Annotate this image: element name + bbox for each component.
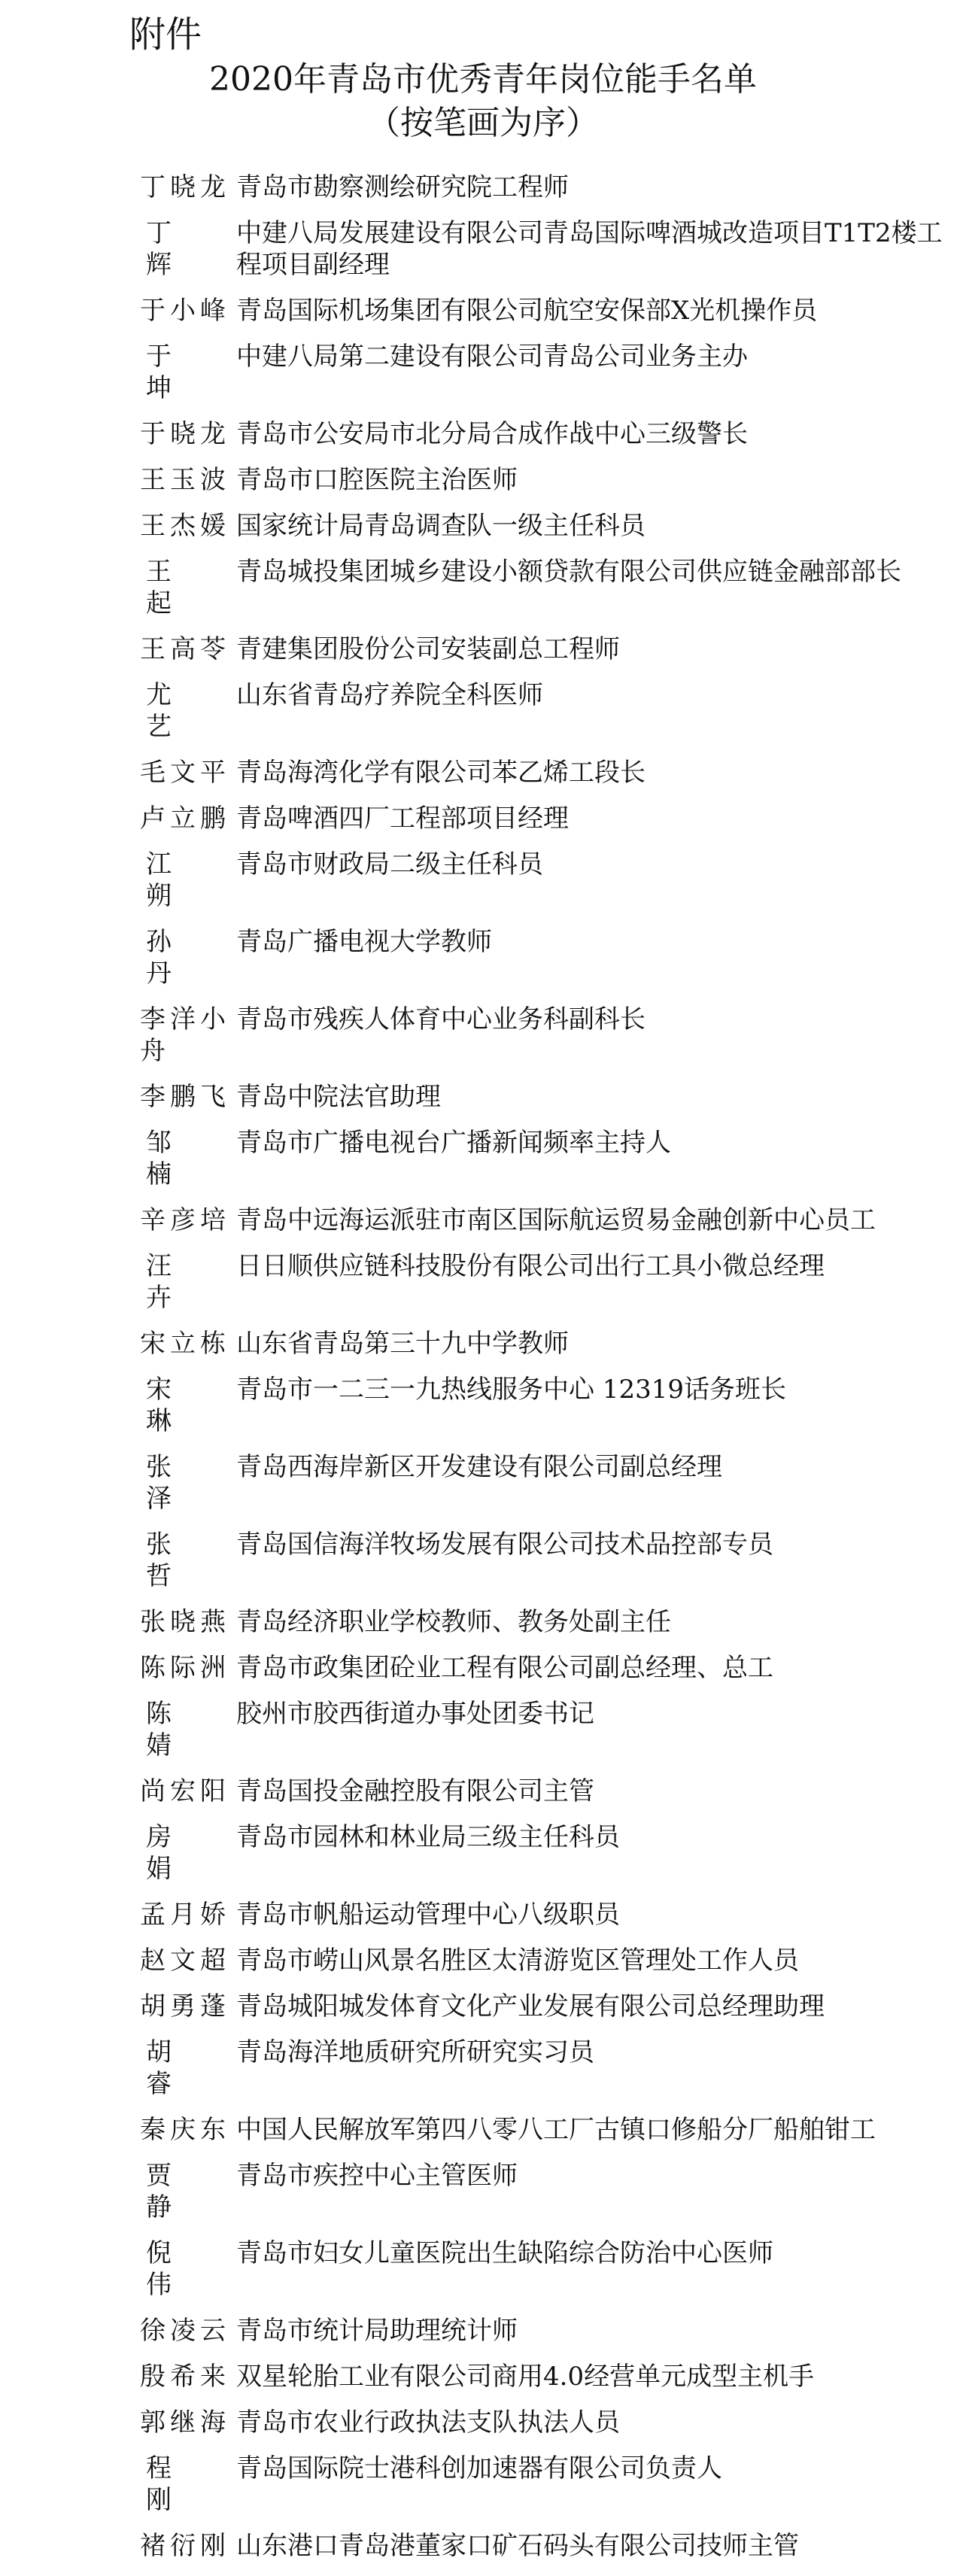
- person-role: 青岛市财政局二级主任科员: [236, 849, 543, 879]
- person-role: 青岛国际院士港科创加速器有限公司负责人: [236, 2453, 722, 2483]
- person-name: 辛彦培: [140, 1205, 226, 1235]
- list-item: [140, 418, 862, 450]
- person-name: 孙 丹: [146, 927, 197, 989]
- list-item: [140, 2160, 862, 2223]
- person-name: 宋 琳: [146, 1375, 197, 1436]
- person-name: 程 刚: [146, 2453, 197, 2515]
- person-name: 汪 卉: [146, 1251, 197, 1313]
- person-name: 陈 婧: [146, 1699, 197, 1760]
- person-role: 青岛广播电视大学教师: [236, 927, 492, 957]
- person-role: 青岛海洋地质研究所研究实习员: [236, 2037, 594, 2067]
- person-name: 王玉波: [140, 465, 226, 495]
- list-item: [140, 1776, 862, 1807]
- person-role: 山东省青岛第三十九中学教师: [236, 1329, 569, 1359]
- person-role: 青岛国信海洋牧场发展有限公司技术品控部专员: [236, 1530, 773, 1560]
- list-item: [140, 1374, 862, 1437]
- person-role: 青岛市政集团砼业工程有限公司副总经理、总工: [236, 1653, 773, 1683]
- person-name: 毛文平: [140, 758, 226, 788]
- list-item: [140, 1945, 862, 1976]
- person-role: 青岛市崂山风景名胜区太清游览区管理处工作人员: [236, 1946, 799, 1976]
- person-name: 殷希来: [140, 2362, 226, 2392]
- person-name: 胡 睿: [146, 2037, 197, 2099]
- person-role: 青岛城投集团城乡建设小额贷款有限公司供应链金融部部长: [236, 557, 901, 587]
- person-role: 青建集团股份公司安装副总工程师: [236, 634, 620, 664]
- list-item: [140, 1606, 862, 1638]
- person-name: 丁 辉: [146, 218, 197, 280]
- list-item: [140, 510, 862, 542]
- list-item: [140, 1991, 862, 2022]
- person-name: 卢立鹏: [140, 803, 226, 834]
- document-title: 2020年青岛市优秀青年岗位能手名单: [209, 60, 757, 99]
- list-item: [140, 1899, 862, 1930]
- list-item: [140, 2530, 862, 2562]
- person-role: 山东港口青岛港董家口矿石码头有限公司技师主管: [236, 2531, 799, 2561]
- attachment-label: 附件: [129, 14, 202, 56]
- person-name: 江 朔: [146, 849, 197, 911]
- document-subtitle: （按笔画为序）: [367, 104, 599, 142]
- list-item: [140, 1451, 862, 1514]
- person-role: 日日顺供应链科技股份有限公司出行工具小微总经理: [236, 1251, 825, 1281]
- list-item: [140, 341, 862, 404]
- person-name: 胡勇蓬: [140, 1991, 226, 2022]
- person-name: 孟月娇: [140, 1900, 226, 1930]
- person-role: 青岛市园林和林业局三级主任科员: [236, 1822, 620, 1852]
- list-item: [140, 464, 862, 496]
- person-role: 山东省青岛疗养院全科医师: [236, 680, 543, 710]
- person-name: 李鹏飞: [140, 1082, 226, 1112]
- person-name: 于晓龙: [140, 419, 226, 449]
- person-name: 丁晓龙: [140, 172, 226, 202]
- person-role: 胶州市胶西街道办事处团委书记: [236, 1699, 594, 1729]
- person-name: 尤 艺: [146, 680, 197, 742]
- list-item: [140, 2361, 862, 2392]
- person-role: 国家统计局青岛调查队一级主任科员: [236, 511, 646, 541]
- list-item: [140, 1127, 862, 1190]
- person-role: 青岛市广播电视台广播新闻频率主持人: [236, 1128, 671, 1158]
- person-name: 王杰媛: [140, 511, 226, 541]
- person-role: 青岛市残疾人体育中心业务科副科长: [236, 1004, 646, 1034]
- person-role: 中建八局第二建设有限公司青岛公司业务主办: [236, 342, 748, 372]
- person-role: 青岛市公安局市北分局合成作战中心三级警长: [236, 419, 748, 449]
- person-name: 尚宏阳: [140, 1776, 226, 1806]
- person-name: 赵文超: [140, 1946, 226, 1976]
- person-role: 青岛西海岸新区开发建设有限公司副总经理: [236, 1452, 722, 1482]
- person-role: 青岛市统计局助理统计师: [236, 2316, 518, 2346]
- list-item: [140, 2453, 862, 2516]
- person-role: 青岛啤酒四厂工程部项目经理: [236, 803, 569, 834]
- list-item: [140, 2114, 876, 2146]
- list-item: [140, 1328, 862, 1359]
- list-item: [140, 1529, 862, 1592]
- person-name: 徐凌云: [140, 2316, 226, 2346]
- person-name: 于 坤: [146, 342, 197, 403]
- person-role: 青岛城阳城发体育文化产业发展有限公司总经理助理: [236, 1991, 825, 2022]
- person-role: 青岛中远海运派驻市南区国际航运贸易金融创新中心员工: [236, 1205, 876, 1235]
- list-item: [140, 1250, 862, 1314]
- honoree-list: [140, 172, 943, 2576]
- person-name: 秦庆东: [140, 2115, 226, 2145]
- list-item: [140, 633, 862, 665]
- list-item: [140, 2315, 862, 2347]
- person-role: 青岛中院法官助理: [236, 1082, 441, 1112]
- list-item: [140, 1081, 862, 1113]
- person-name: 房 娟: [146, 1822, 197, 1884]
- list-item: [140, 295, 862, 327]
- person-name: 王高苓: [140, 634, 226, 664]
- person-name: 邹 楠: [146, 1128, 197, 1189]
- list-item: [140, 926, 862, 989]
- list-item: [140, 1004, 862, 1067]
- person-role: 青岛市农业行政执法支队执法人员: [236, 2407, 620, 2438]
- person-role: 青岛国际机场集团有限公司航空安保部X光机操作员: [236, 296, 818, 326]
- list-item: [140, 1821, 862, 1885]
- person-name: 倪 伟: [146, 2238, 197, 2300]
- person-name: 张 哲: [146, 1530, 197, 1591]
- person-role: 双星轮胎工业有限公司商用4.0经营单元成型主机手: [236, 2362, 815, 2392]
- person-role: 青岛经济职业学校教师、教务处副主任: [236, 1607, 671, 1637]
- person-role: 青岛海湾化学有限公司苯乙烯工段长: [236, 758, 646, 788]
- person-name: 郭继海: [140, 2407, 226, 2438]
- person-role: 青岛市一二三一九热线服务中心 12319话务班长: [236, 1375, 786, 1405]
- list-item: [140, 679, 862, 743]
- list-item: [140, 1204, 876, 1236]
- list-item: [140, 172, 862, 203]
- list-item: [140, 1698, 862, 1761]
- list-item: [140, 2407, 862, 2438]
- person-role: 青岛市勘察测绘研究院工程师: [236, 172, 569, 202]
- person-role: 青岛市帆船运动管理中心八级职员: [236, 1900, 620, 1930]
- person-name: 张晓燕: [140, 1607, 226, 1637]
- list-item: [140, 217, 943, 281]
- list-item: [140, 757, 862, 788]
- list-item: [140, 849, 862, 912]
- list-item: [140, 803, 862, 834]
- person-name: 褚衍刚: [140, 2531, 226, 2561]
- person-role: 青岛国投金融控股有限公司主管: [236, 1776, 594, 1806]
- list-item: [140, 556, 901, 619]
- list-item: [140, 1652, 862, 1684]
- person-role: 青岛市妇女儿童医院出生缺陷综合防治中心医师: [236, 2238, 773, 2268]
- person-name: 贾 静: [146, 2161, 197, 2222]
- person-role: 中建八局发展建设有限公司青岛国际啤酒城改造项目T1T2楼工程项目副经理: [236, 218, 943, 280]
- list-item: [140, 2037, 862, 2100]
- person-role: 中国人民解放军第四八零八工厂古镇口修船分厂船舶钳工: [236, 2115, 876, 2145]
- person-role: 青岛市口腔医院主治医师: [236, 465, 518, 495]
- person-name: 于小峰: [140, 296, 226, 326]
- list-item: [140, 2237, 862, 2301]
- person-role: 青岛市疾控中心主管医师: [236, 2161, 518, 2191]
- person-name: 张 泽: [146, 1452, 197, 1514]
- person-name: 宋立栋: [140, 1329, 226, 1359]
- person-name: 王 起: [146, 557, 197, 618]
- person-name: 李洋小舟: [140, 1004, 226, 1066]
- person-name: 陈际洲: [140, 1653, 226, 1683]
